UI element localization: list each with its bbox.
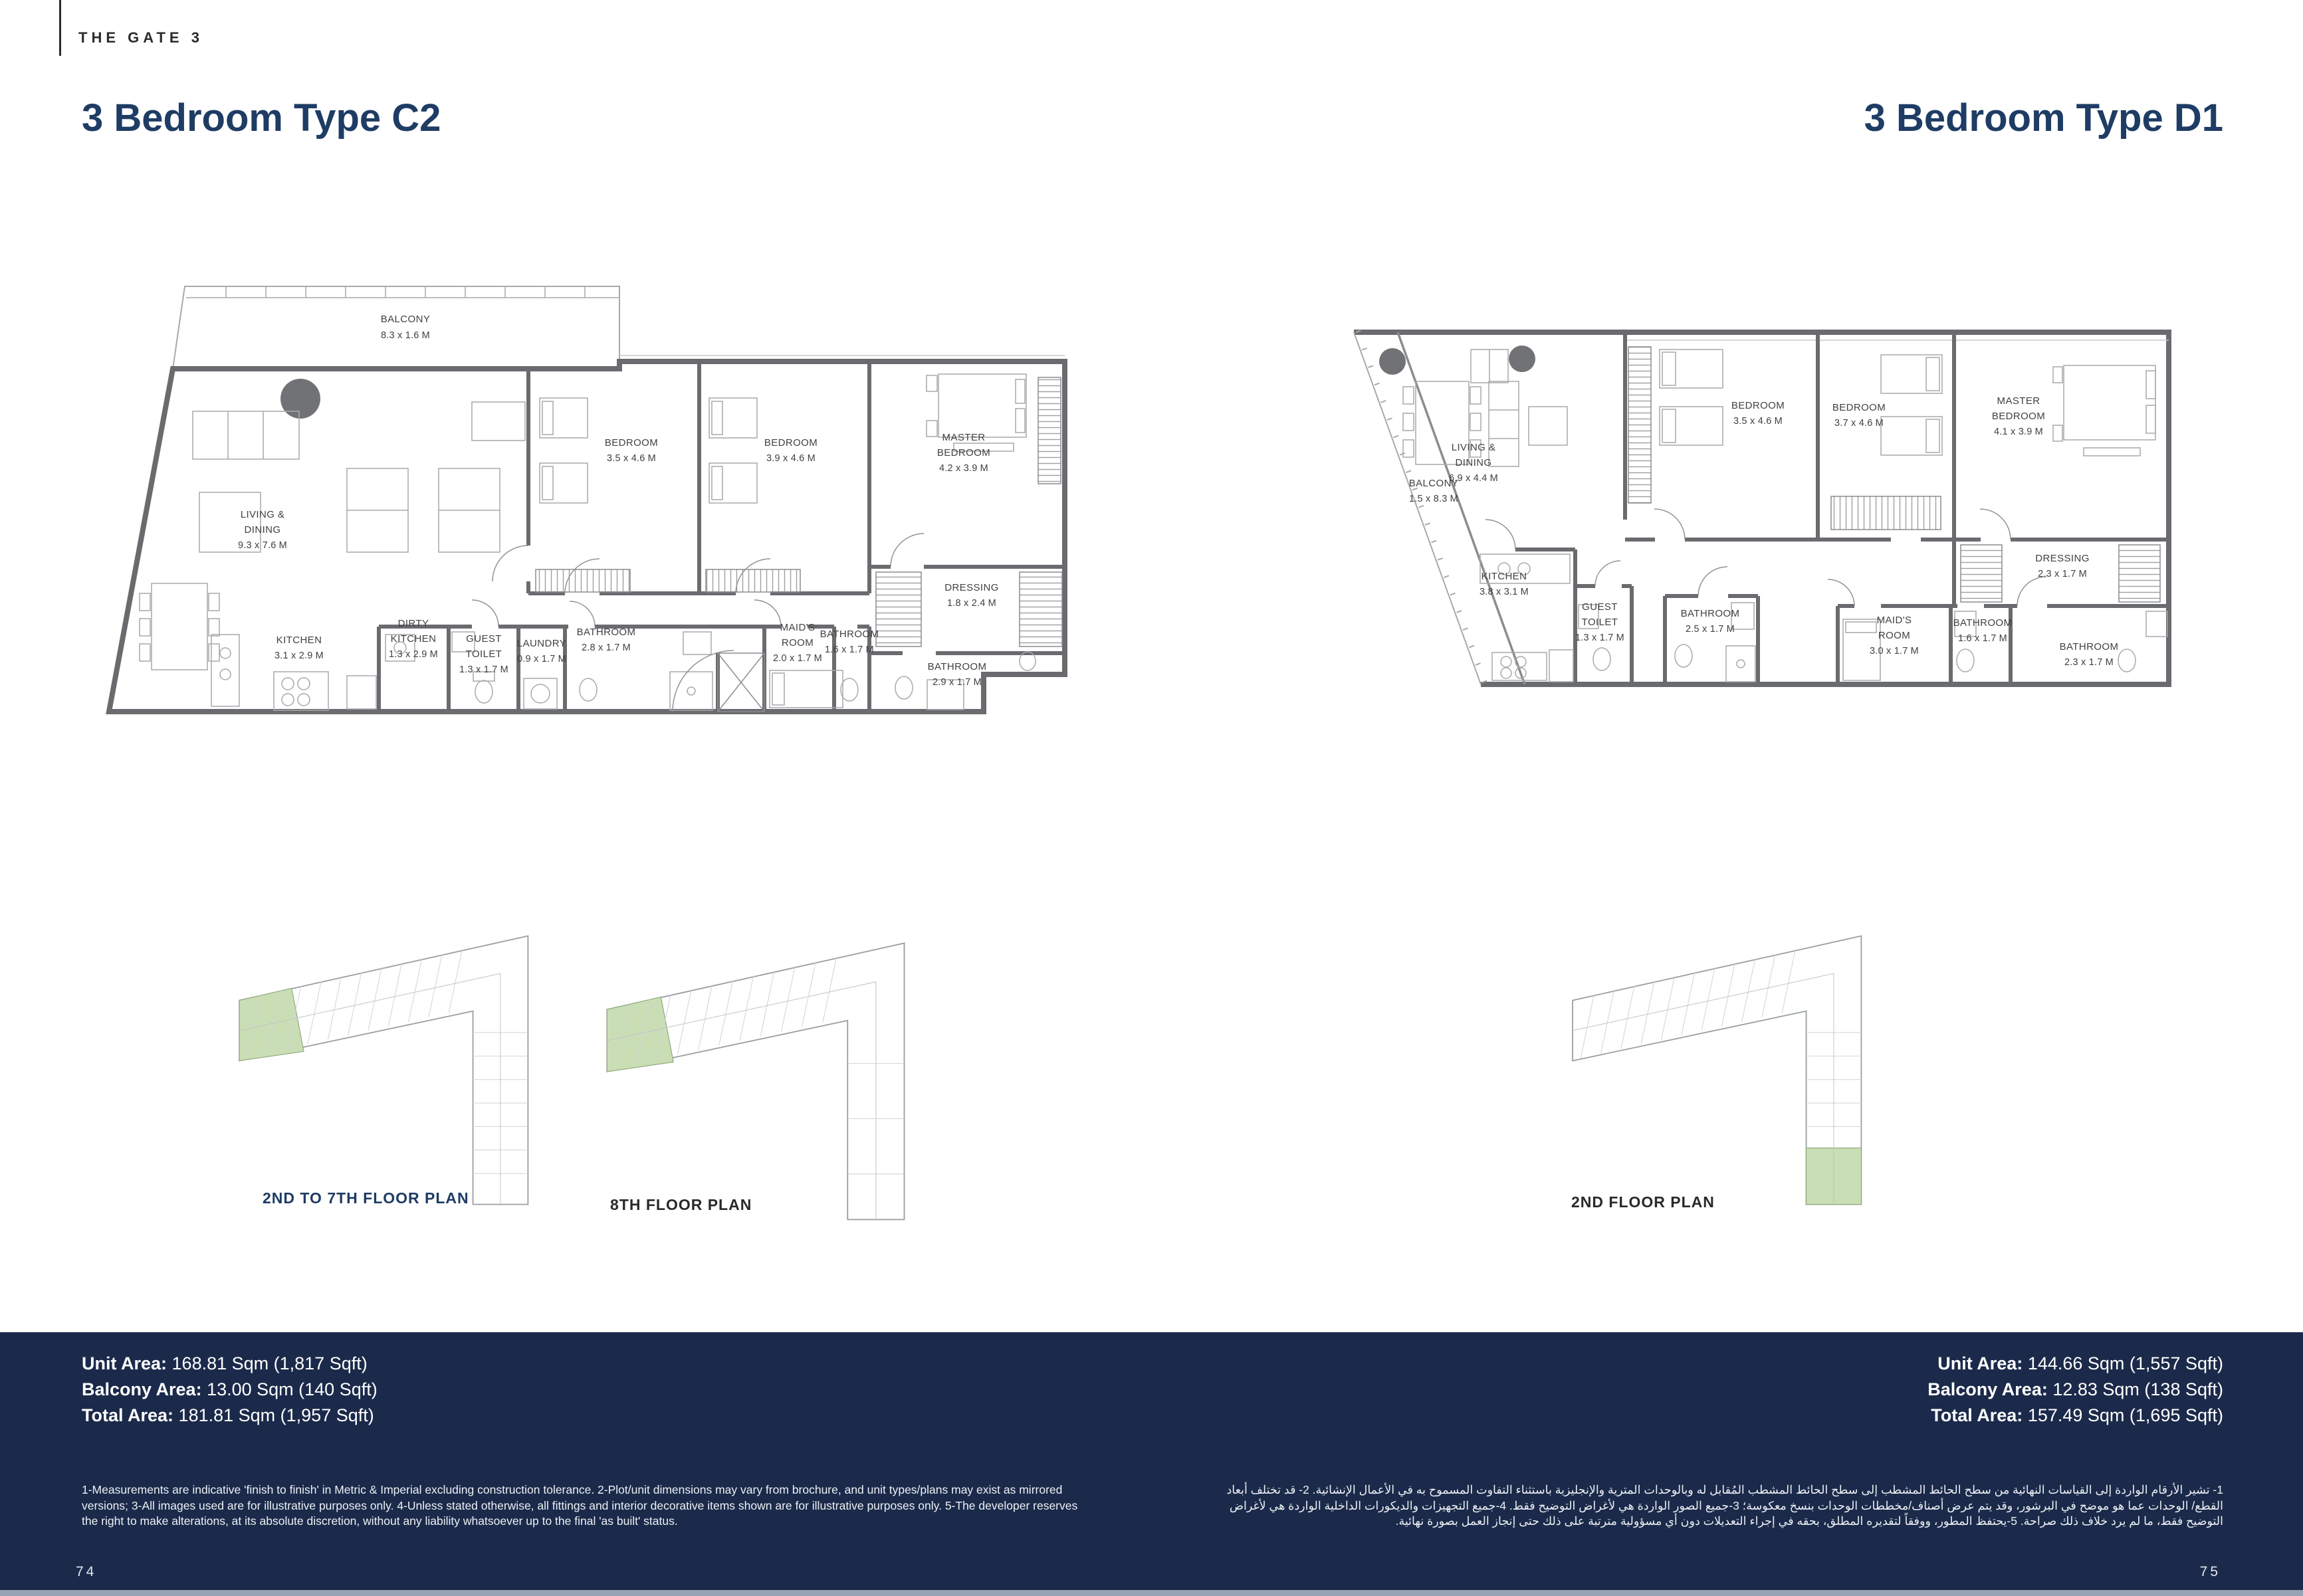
room-dims: 2.8 x 1.7 M (582, 643, 631, 653)
room-dims: 3.5 x 4.6 M (1733, 416, 1783, 427)
room-dims: 1.3 x 1.7 M (459, 664, 508, 675)
room-name: DIRTY (397, 618, 429, 629)
room-name: LAUNDRY (516, 638, 567, 649)
room-name: BATHROOM (1953, 617, 2013, 629)
area-summary-c2 (82, 1351, 378, 1429)
floor-label-2nd-7th: 2ND TO 7TH FLOOR PLAN (263, 1189, 469, 1207)
page-number-left: 74 (76, 1564, 97, 1579)
room-dims: 2.3 x 1.7 M (2038, 569, 2087, 579)
page-title-right: 3 Bedroom Type D1 (1864, 96, 2223, 140)
room-name: BALCONY (1408, 478, 1459, 489)
area-row: Balcony Area: 13.00 Sqm (140 Sqft) (82, 1379, 378, 1399)
room-name: BEDROOM (764, 437, 818, 449)
room-dims: 3.0 x 1.7 M (1870, 646, 1919, 656)
room-name: DRESSING (2035, 553, 2090, 564)
room-dims: 1.3 x 1.7 M (1575, 633, 1624, 643)
page-title-left: 3 Bedroom Type C2 (82, 96, 441, 140)
room-dims: 1.5 x 8.3 M (1409, 494, 1458, 504)
footer (0, 1332, 2303, 1596)
balcony-c2 (173, 286, 619, 369)
room-name: BATHROOM (820, 629, 879, 640)
room-name: MAID'S (780, 622, 816, 633)
room-dims: 3.7 x 4.6 M (1834, 418, 1884, 429)
area-row: Total Area: 157.49 Sqm (1,695 Sqft) (1931, 1405, 2223, 1425)
room-dims: 2.3 x 1.7 M (2064, 657, 2114, 668)
room-dims: 1.3 x 2.9 M (389, 649, 438, 660)
area-summary-d1 (1927, 1351, 2223, 1429)
room-name: BEDROOM (936, 447, 991, 458)
room-name: DINING (1455, 457, 1492, 468)
mini-floorplan-8th (602, 918, 947, 1229)
room-name: ROOM (781, 637, 814, 648)
room-dims: 2.9 x 1.7 M (932, 677, 982, 688)
room-name: BATHROOM (1680, 608, 1740, 619)
room-name: DRESSING (944, 582, 999, 593)
room-name: BEDROOM (604, 437, 659, 449)
room-name: GUEST (1582, 601, 1618, 613)
outer-walls-c2 (109, 361, 1065, 712)
room-dims: 1.6 x 1.7 M (825, 645, 874, 655)
room-name: KITCHEN (1481, 571, 1527, 582)
disclaimer-arabic: 1- تشير الأرقام الواردة إلى القياسات النهائية من سطح الحائط المشطب إلى سطح الحائط المشطب المُقابل له وبالوحدات المترية والإنجليزية باستثناء التفاوت المسموح به في الأعمال الإنشائية. 2- قد تختلف أبعاد القطع/ الوحدات عما هو موضح في البرشور، وقد يتم عرض أصناف/مخططات الوحدات بنسخ معكوسة؛ 3-جميع الصور الواردة هي لأغراض التوضيح فقط. 4-جميع التجهيزات والديكورات الداخلية الواردة هي لأغراض التوضيح فقط، ما لم يرد خلاف ذلك صراحة. 5-يحتفظ المطور، ووفقاً لتقديره المطلق، بحقه في إجراء التعديلات دون أي مسؤولية مترتبة على ذلك حتى إنجاز العمل بصورة نهائية. (1226, 1483, 2223, 1528)
room-dims: 1.6 x 1.7 M (1958, 633, 2007, 644)
room-name: BATHROOM (2059, 641, 2119, 652)
room-dims: 4.2 x 3.9 M (939, 463, 988, 474)
room-name: ROOM (1878, 630, 1911, 641)
room-name: MAID'S (1876, 615, 1912, 626)
room-name: BEDROOM (1832, 402, 1886, 413)
area-row: Unit Area: 168.81 Sqm (1,817 Sqft) (82, 1353, 368, 1373)
room-dims: 2.0 x 1.7 M (773, 653, 822, 664)
floor-label-2nd: 2ND FLOOR PLAN (1571, 1193, 1715, 1211)
room-dims: 3.5 x 4.6 M (607, 453, 656, 464)
mini-floorplan-2nd-7th (234, 912, 570, 1214)
room-dims: 6.9 x 4.4 M (1449, 473, 1498, 484)
room-dims: 1.8 x 2.4 M (947, 598, 996, 609)
room-name: GUEST (466, 633, 502, 645)
room-name: MASTER (942, 432, 986, 443)
floor-label-8th: 8TH FLOOR PLAN (610, 1196, 752, 1213)
room-dims: 3.8 x 3.1 M (1480, 587, 1529, 597)
room-dims: 9.3 x 7.6 M (238, 540, 287, 551)
room-name: KITCHEN (390, 633, 437, 645)
room-name: TOILET (1581, 617, 1618, 628)
room-name: BALCONY (380, 314, 431, 325)
area-row: Balcony Area: 12.83 Sqm (138 Sqft) (1927, 1379, 2223, 1399)
room-dims: 3.9 x 4.6 M (766, 453, 816, 464)
brand-rule (59, 0, 61, 56)
page-number-right: 75 (2199, 1564, 2221, 1579)
floorplan-d1 (1293, 320, 2217, 706)
room-name: TOILET (465, 648, 502, 660)
room-name: BEDROOM (1991, 411, 2046, 422)
room-name: BATHROOM (927, 661, 987, 672)
room-name: KITCHEN (276, 635, 322, 646)
room-dims: 2.5 x 1.7 M (1686, 624, 1735, 635)
room-dims: 0.9 x 1.7 M (517, 654, 566, 664)
room-name: LIVING & (1451, 442, 1496, 453)
room-dims: 4.1 x 3.9 M (1994, 427, 2043, 437)
disclaimer-english: 1-Measurements are indicative 'finish to finish' in Metric & Imperial excluding construction tolerance. 2-Plot/unit dimensions may vary from brochure, and unit types/plans may exist as mirrored versions; 3-All images used are for illustrative purposes only. 4-Unless stated otherwise, all fittings and interior decorative items shown are for illustrative purposes only. 5-The developer reserves the right to make alterations, at its absolute discretion, without any liability whatsoever up to the final 'as built' status. (82, 1483, 1078, 1528)
room-dims: 8.3 x 1.6 M (381, 330, 430, 341)
room-name: BATHROOM (576, 627, 636, 638)
brand-name: THE GATE 3 (78, 29, 203, 46)
room-name: BEDROOM (1731, 400, 1785, 411)
area-row: Unit Area: 144.66 Sqm (1,557 Sqft) (1937, 1353, 2223, 1373)
room-name: DINING (244, 524, 281, 536)
room-dims: 3.1 x 2.9 M (274, 650, 324, 661)
footer-edge (0, 1590, 2303, 1596)
room-name: MASTER (1997, 395, 2040, 407)
floorplan-c2 (100, 281, 1070, 716)
room-name: LIVING & (240, 509, 285, 520)
area-row: Total Area: 181.81 Sqm (1,957 Sqft) (82, 1405, 374, 1425)
mini-floorplan-2nd (1567, 912, 1903, 1214)
